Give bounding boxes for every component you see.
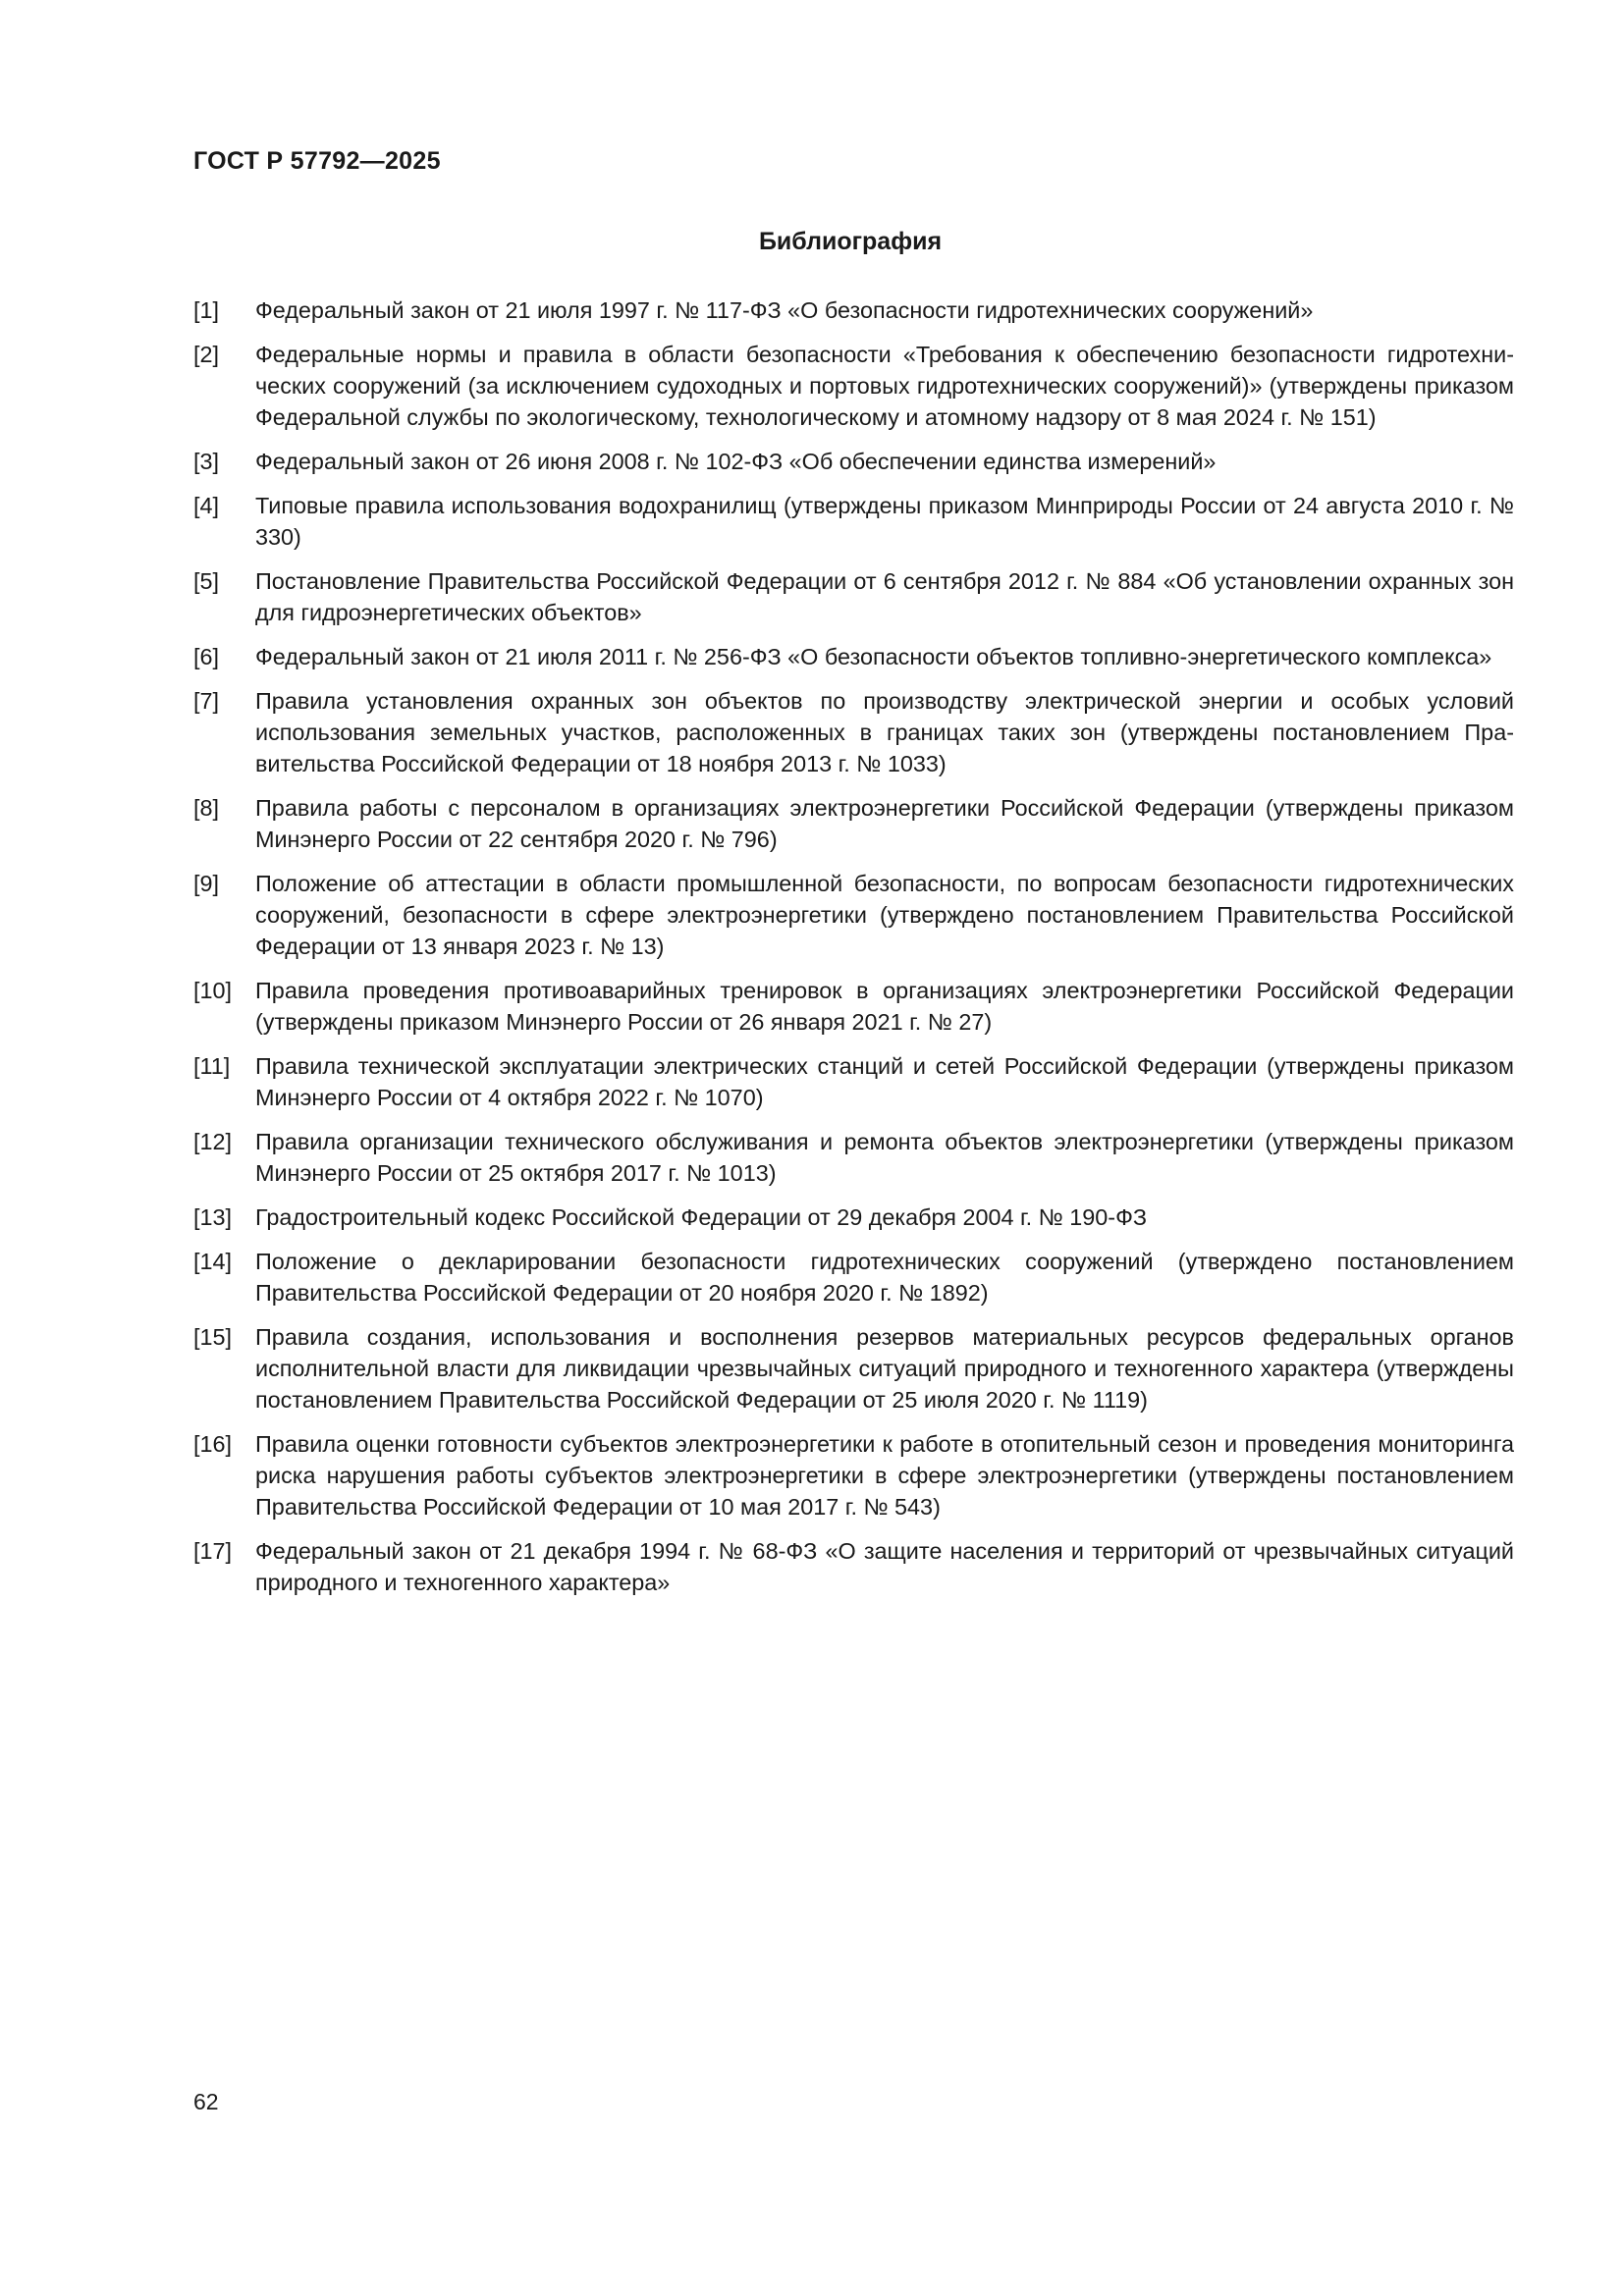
bibliography-entry-1 <box>193 294 1514 326</box>
entry-text: Градостроительный кодекс Российской Федерации от 29 декабря 2004 г. № 190-ФЗ <box>255 1204 1147 1230</box>
bibliography-entry-13 <box>193 1201 1514 1233</box>
entry-number: [9] <box>193 871 220 896</box>
bibliography-entry-6 <box>193 641 1514 672</box>
bibliography-entry-10 <box>193 975 1514 1038</box>
entry-number: [15] <box>193 1324 233 1350</box>
entry-text: Постановление Правительства Российской Федерации от 6 сентября 2012 г. № 884 «Об установлении охранных зон для гидроэнергетических объектов» <box>255 568 1514 625</box>
entry-text: Правила проведения противоаварийных тренировок в организациях электроэнергетики Российской Федерации (утверждены приказом Минэнерго России от 26 января 2021 г. № 27) <box>255 978 1514 1035</box>
entry-number: [4] <box>193 493 220 518</box>
entry-number: [13] <box>193 1204 233 1230</box>
entry-number: [1] <box>193 297 220 323</box>
entry-number: [16] <box>193 1431 233 1457</box>
bibliography-entry-8 <box>193 792 1514 855</box>
entry-number: [5] <box>193 568 220 594</box>
entry-number: [10] <box>193 978 233 1003</box>
entry-text: Правила установления охранных зон объектов по производству электрической энергии и особых условий использования земельных участков, расположенных в границах таких зон (утверждены постановлением Правительства Российской Федерации от 18 ноября 2013 г. № 1033) <box>255 688 1514 776</box>
entry-number: [8] <box>193 795 220 821</box>
entry-text: Положение о декларировании безопасности гидротехнических сооружений (утверждено постановлением Правительства Российской Федерации от 20 ноября 2020 г. № 1892) <box>255 1249 1514 1306</box>
section-title-text: Библиография <box>758 228 943 255</box>
document-header: ГОСТ Р 57792—2025 <box>193 147 441 175</box>
bibliography-entry-7 <box>193 685 1514 779</box>
entry-number: [14] <box>193 1249 233 1274</box>
entry-text: Федеральный закон от 21 июля 2011 г. № 256-ФЗ «О безопасности объектов топливно-энергетического комплекса» <box>255 644 1492 669</box>
bibliography-list <box>193 294 1514 1611</box>
entry-number: [17] <box>193 1538 233 1564</box>
entry-text: Федеральный закон от 26 июня 2008 г. № 102-ФЗ «Об обеспечении единства измерений» <box>255 449 1217 474</box>
bibliography-entry-12 <box>193 1126 1514 1189</box>
entry-number: [11] <box>193 1053 231 1079</box>
entry-text: Правила создания, использования и восполнения резервов материальных ресурсов федеральных органов исполнительной власти для ликвидации чрезвычайных ситуаций природного и техногенного характера (утверждены постановлением Правительства Российской Федерации от 25 июля 2020 г. № 1119) <box>255 1324 1514 1413</box>
entry-text: Федеральный закон от 21 июля 1997 г. № 117-ФЗ «О безопасности гидротехнических сооружений» <box>255 297 1314 323</box>
entry-number: [6] <box>193 644 220 669</box>
entry-text: Федеральные нормы и правила в области безопасности «Требования к обеспечению безопасности гидротехнических сооружений (за исключением судоходных и портовых гидротехнических сооружений)» (утверждены приказом Федеральной службы по экологическому, технологическому и атомному надзору от 8 мая 2024 г. № 151) <box>255 342 1514 430</box>
entry-text: Федеральный закон от 21 декабря 1994 г. № 68-ФЗ «О защите населения и территорий от чрезвычайных ситуаций природного и техногенного характера» <box>255 1538 1514 1595</box>
section-title <box>0 228 1624 256</box>
entry-number: [12] <box>193 1129 233 1154</box>
entry-text: Типовые правила использования водохранилищ (утверждены приказом Минприроды России от 24 августа 2010 г. № 330) <box>255 493 1514 550</box>
bibliography-entry-16 <box>193 1428 1514 1522</box>
entry-number: [2] <box>193 342 220 367</box>
bibliography-entry-3 <box>193 446 1514 477</box>
bibliography-entry-2 <box>193 339 1514 433</box>
bibliography-entry-4 <box>193 490 1514 553</box>
entry-text: Положение об аттестации в области промышленной безопасности, по вопросам безопасности гидротехнических сооружений, безопасности в сфере электроэнергетики (утверждено постановлением Правительства Российской Федерации от 13 января 2023 г. № 13) <box>255 871 1514 959</box>
entry-text: Правила работы с персоналом в организациях электроэнергетики Российской Федерации (утверждены приказом Минэнерго России от 22 сентября 2020 г. № 796) <box>255 795 1514 852</box>
entry-text: Правила оценки готовности субъектов электроэнергетики к работе в отопительный сезон и проведения мониторинга риска нарушения работы субъектов электроэнергетики в сфере электроэнергетики (утверждены постановлением Правительства Российской Федерации от 10 мая 2017 г. № 543) <box>255 1431 1514 1520</box>
page-number: 62 <box>193 2089 219 2114</box>
bibliography-entry-17 <box>193 1535 1514 1598</box>
bibliography-entry-9 <box>193 868 1514 962</box>
entry-text: Правила организации технического обслуживания и ремонта объектов электроэнергетики (утверждены приказом Минэнерго России от 25 октября 2017 г. № 1013) <box>255 1129 1514 1186</box>
entry-number: [3] <box>193 449 220 474</box>
bibliography-entry-14 <box>193 1246 1514 1308</box>
entry-number: [7] <box>193 688 220 714</box>
bibliography-entry-15 <box>193 1321 1514 1415</box>
entry-text: Правила технической эксплуатации электрических станций и сетей Российской Федерации (утверждены приказом Минэнерго России от 4 октября 2022 г. № 1070) <box>255 1053 1514 1110</box>
bibliography-entry-11 <box>193 1050 1514 1113</box>
bibliography-entry-5 <box>193 565 1514 628</box>
